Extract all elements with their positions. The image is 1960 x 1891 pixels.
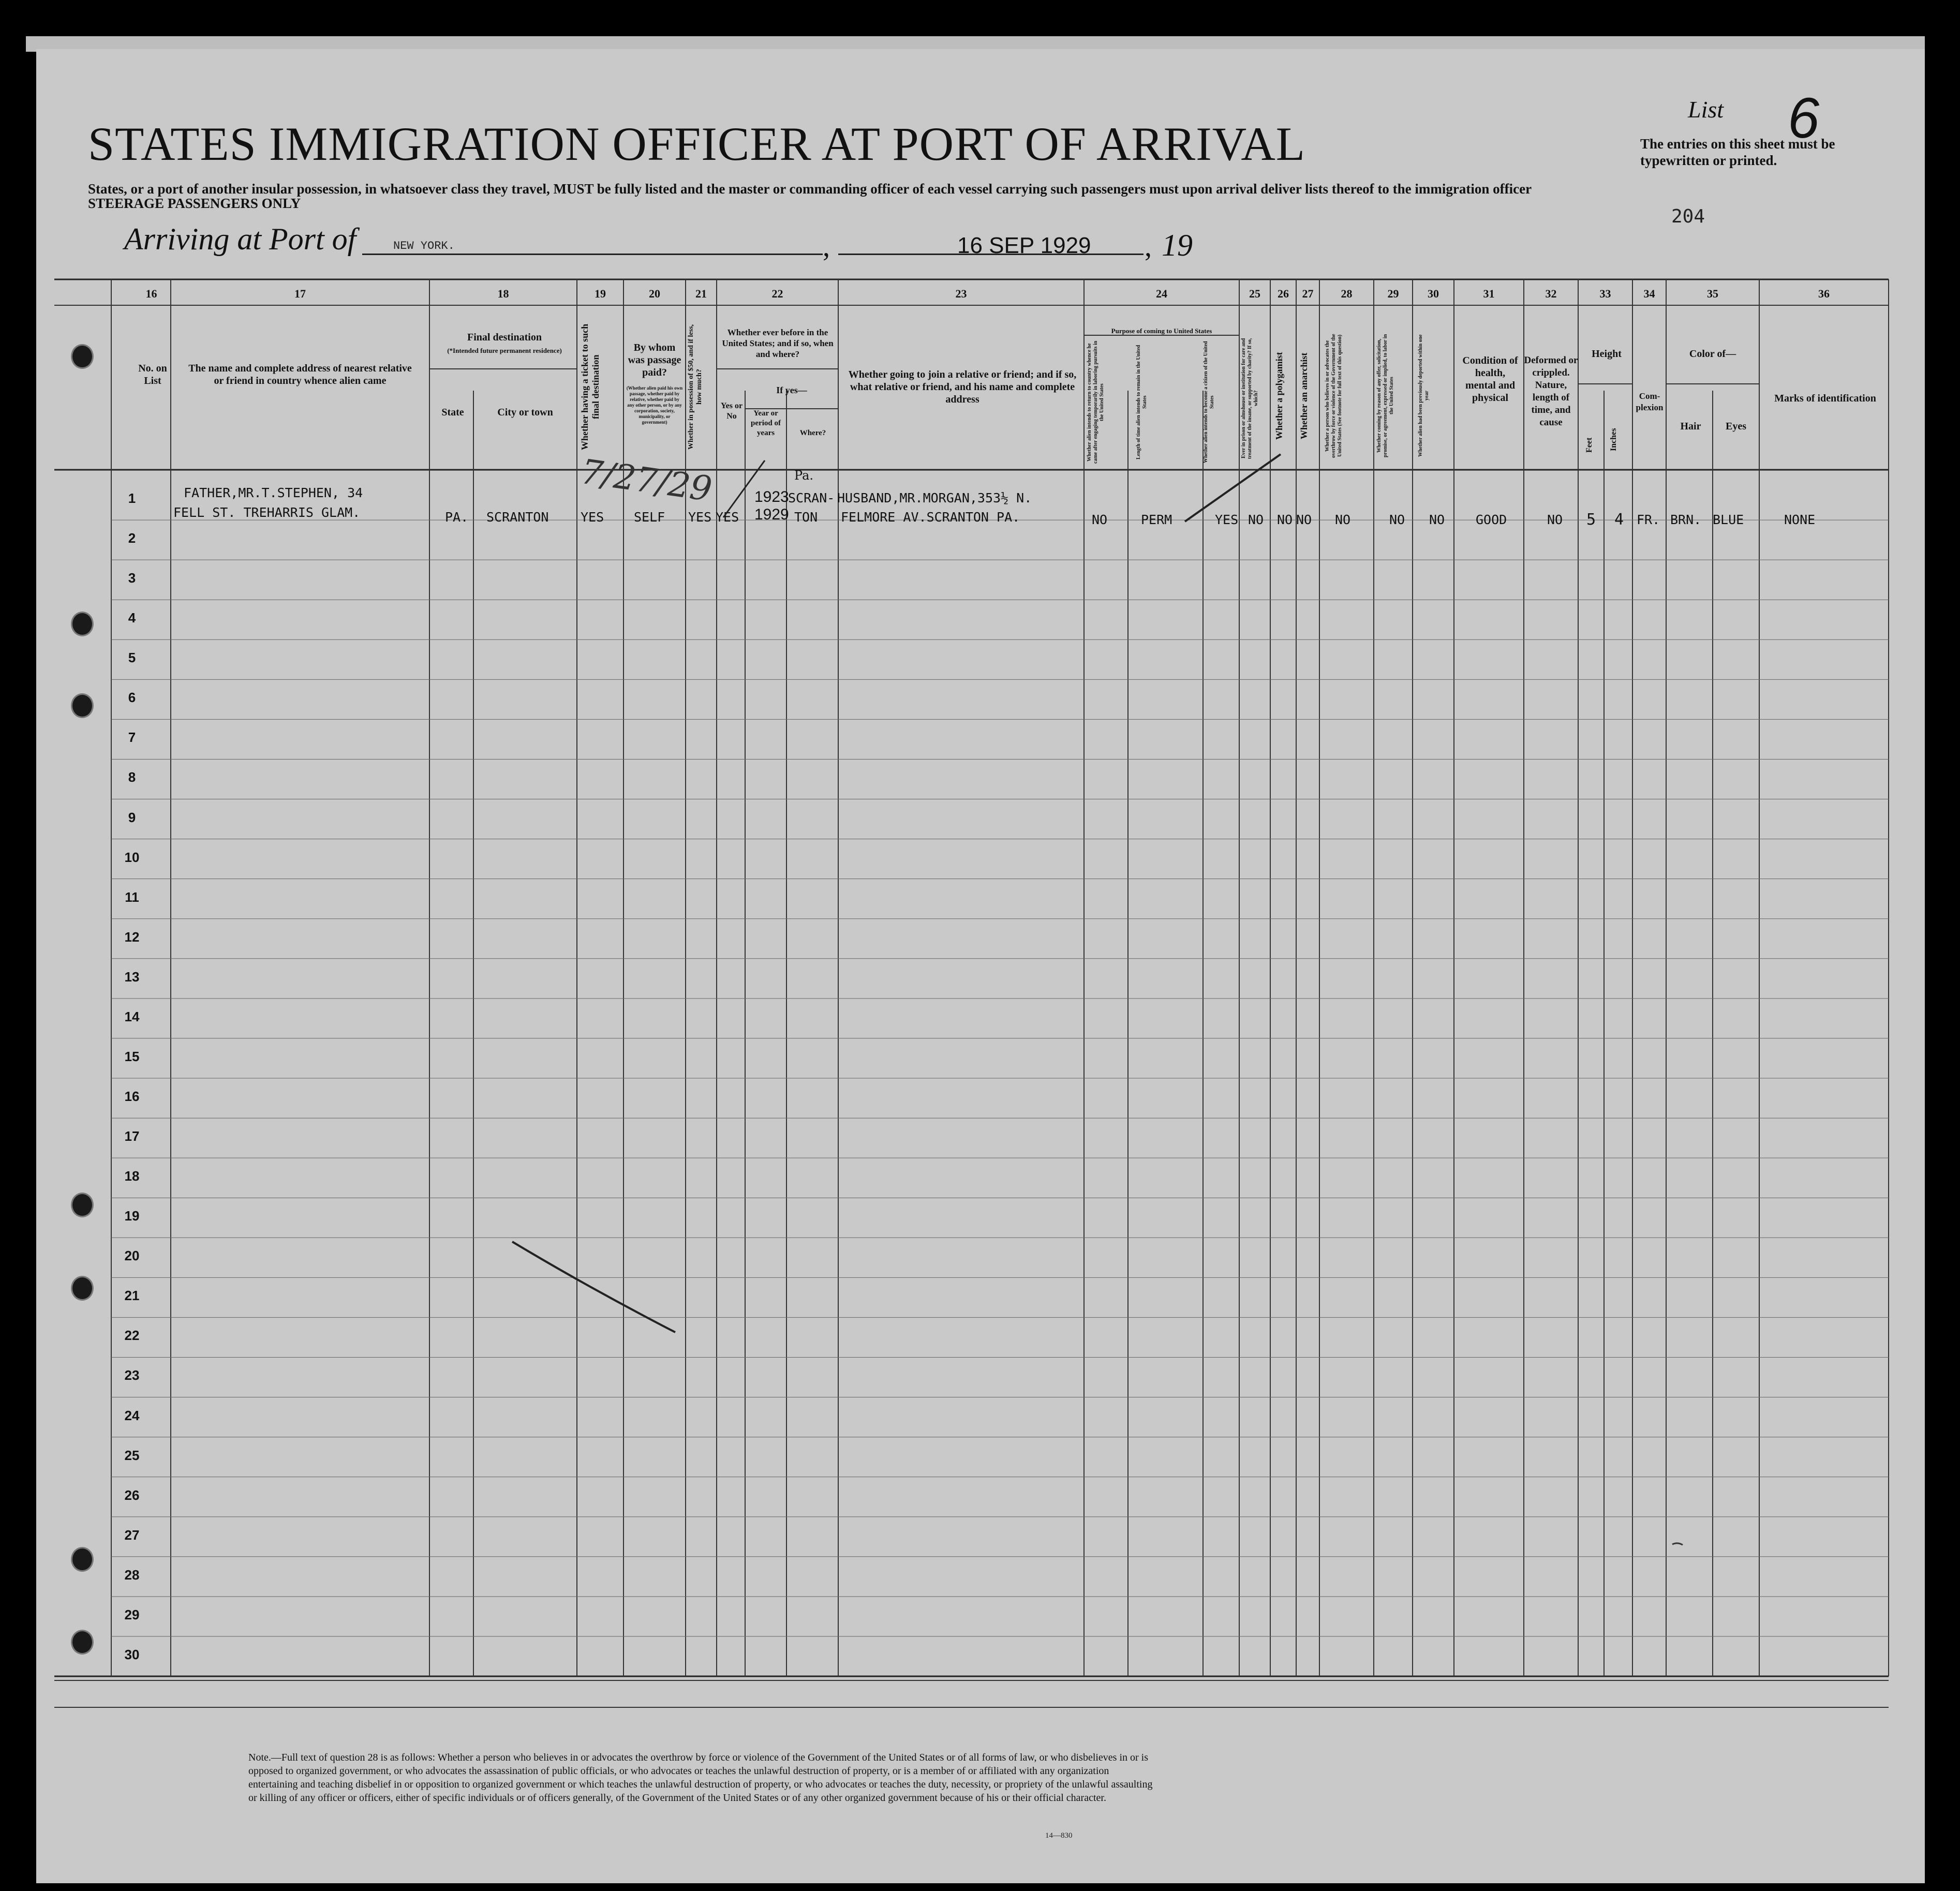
inches-value: 4 — [1614, 511, 1624, 529]
years-line-1: 1923 — [754, 488, 789, 505]
header-ticket: Whether having a ticket to such final destination — [580, 323, 601, 450]
city-value: SCRANTON — [486, 510, 549, 525]
row-number: 20 — [124, 1248, 140, 1264]
column-number: 18 — [497, 287, 509, 300]
column-number: 35 — [1707, 287, 1718, 300]
header-polygamist: Whether a polygamist — [1274, 352, 1284, 440]
ticket-value: YES — [581, 510, 604, 525]
row-number: 23 — [124, 1367, 140, 1383]
q28-value: NO — [1335, 512, 1351, 527]
column-number: 26 — [1278, 287, 1289, 300]
relative-line-1: FATHER,MR.T.STEPHEN, 34 — [184, 485, 363, 500]
column-number: 28 — [1341, 287, 1353, 300]
list-number: 6 — [1788, 86, 1820, 150]
steerage-label: STEERAGE PASSENGERS ONLY — [88, 196, 301, 211]
column-number: 24 — [1156, 287, 1167, 300]
row-number: 19 — [124, 1208, 140, 1224]
before-yes-value: YES — [716, 510, 739, 525]
row-number: 21 — [124, 1288, 140, 1304]
header-color-of: Color of— — [1689, 348, 1736, 360]
footnote: Note.—Full text of question 28 is as follows: Whether a person who believes in or advocates the overthrow by force or violence of the Government of the United States or of all forms of law, or who disbelieves in or is opposed to organized government, or who advocates the assassination of public officials, or who advocates or teaches the unlawful destruction of property, or is a member of or affiliated with any organization entertaining and teaching disbelief in or opposition to organized government or which teaches the unlawful destruction of property, or who advocates or teaches the duty, necessity, or propriety of the unlawful assaulting or killing of any officer or officers, either of specific individuals or of officers generally, of the Government of the United States or of any other organized government because of his or their official character. — [248, 1752, 1153, 1804]
row-number: 27 — [124, 1527, 140, 1543]
column-number: 33 — [1599, 287, 1611, 300]
comma: , — [1145, 231, 1152, 263]
row-number: 10 — [124, 849, 140, 865]
header-passage-note: (Whether alien paid his own passage, whether paid by relative, whether paid by any other person, or by any corporation, society, municipality, or government) — [626, 385, 683, 425]
where-line-1: SCRAN- — [788, 490, 835, 505]
header-final-destination-note: (*Intended future permanent residence) — [447, 347, 562, 354]
row-number: 14 — [124, 1008, 140, 1024]
row-number: 13 — [124, 969, 140, 985]
header-purpose-return: Whether alien intends to return to country whence he came after engaging temporarily in laboring pursuits in the United States — [1087, 340, 1105, 464]
instructions-line: States, or a port of another insular possession, in whatsoever class they travel, MUST be fully listed and the master or commanding officer of each vessel carrying such passengers must upon arrival deliver lists thereof to the immigration officer — [88, 181, 1532, 197]
header-state: State — [441, 407, 464, 418]
row-number: 29 — [124, 1606, 140, 1622]
length-value: PERM — [1141, 512, 1172, 527]
arriving-label: Arriving at Port of — [124, 222, 357, 256]
row-number: 4 — [128, 610, 136, 626]
column-number: 32 — [1545, 287, 1557, 300]
row-number: 7 — [128, 729, 136, 746]
header-q30: Whether alien had been previously deported within one year — [1418, 334, 1430, 457]
relative-line-2: FELL ST. TREHARRIS GLAM. — [173, 505, 361, 520]
row-number: 3 — [128, 570, 136, 586]
row-number: 12 — [124, 929, 140, 945]
list-label: List — [1688, 96, 1724, 123]
column-number: 36 — [1818, 287, 1830, 300]
column-number: 31 — [1483, 287, 1495, 300]
header-feet: Feet — [1585, 437, 1594, 453]
row-number: 2 — [128, 530, 136, 546]
handwritten-date: 7/27/29 — [578, 451, 715, 510]
header-if-yes: If yes— — [776, 385, 807, 395]
header-hair: Hair — [1680, 421, 1701, 432]
column-number: 30 — [1428, 287, 1439, 300]
column-number: 22 — [771, 287, 783, 300]
column-number: 16 — [145, 287, 157, 300]
row-number: 30 — [124, 1646, 140, 1662]
column-number: 23 — [955, 287, 967, 300]
where-line-2: TON — [794, 510, 818, 525]
feet-value: 5 — [1586, 511, 1596, 529]
header-q28: Whether a person who believes in or advocates the overthrow by force or violence of the Government of the United States (See footnote for full text of this question) — [1325, 334, 1343, 458]
header-deformed: Deformed or crippled. Nature, length of time, and cause — [1524, 355, 1578, 428]
column-number: 25 — [1249, 287, 1260, 300]
header-yes-or-no: Yes or No — [720, 401, 743, 421]
row-number: 5 — [128, 650, 136, 666]
row-number: 1 — [128, 490, 136, 506]
column-number: 19 — [595, 287, 606, 300]
header-complexion: Com- plexion — [1636, 391, 1664, 412]
form-number: 14—830 — [1045, 1832, 1073, 1840]
year-prefix: 19 — [1162, 228, 1193, 262]
row-number: 25 — [124, 1447, 140, 1463]
row-number: 11 — [125, 889, 139, 905]
row-number: 8 — [128, 769, 136, 785]
header-passage-paid: By whom was passage paid? — [628, 342, 681, 378]
where-note: Pa. — [794, 468, 814, 483]
row-number: 9 — [128, 809, 136, 825]
header-no-on-list: No. on List — [138, 363, 167, 386]
row-number: 17 — [124, 1128, 140, 1144]
q30-value: NO — [1429, 512, 1445, 527]
header-before-in-us: Whether ever before in the United States; and if so, when and where? — [722, 327, 834, 359]
header-marks: Marks of identification — [1774, 393, 1876, 404]
row-number: 6 — [128, 690, 136, 706]
column-number: 20 — [649, 287, 660, 300]
health-value: GOOD — [1476, 512, 1507, 527]
polygamist-value: NO — [1277, 512, 1293, 527]
column-number: 21 — [695, 287, 707, 300]
row-number: 16 — [124, 1089, 140, 1104]
marks-value: NONE — [1784, 512, 1816, 527]
list-note: The entries on this sheet must be typewritten or printed. — [1640, 136, 1835, 168]
header-q29: Whether coming by reason of any offer, solicitation, promise, or agreement, expressed or implied, to labor in the United States — [1376, 334, 1394, 458]
date-stamp: 16 SEP 1929 — [957, 233, 1091, 258]
citizen-value: YES — [1215, 512, 1239, 527]
header-inches: Inches — [1609, 428, 1618, 452]
header-year-period: Year or period of years — [751, 409, 781, 437]
years-line-2: 1929 — [754, 506, 789, 523]
joining-line-2: FELMORE AV.SCRANTON PA. — [841, 510, 1020, 525]
row-number: 28 — [124, 1567, 140, 1583]
port-value: NEW YORK. — [393, 240, 455, 252]
header-height: Height — [1592, 348, 1622, 360]
complexion-value: FR. — [1637, 512, 1660, 527]
header-prison: Ever in prison or almshouse or institution for care and treatment of the insane, or supported by charity? If so, which? — [1241, 338, 1259, 459]
header-health: Condition of health, mental and physical — [1462, 355, 1518, 404]
prison-value: NO — [1248, 512, 1264, 527]
row-number: 18 — [124, 1168, 140, 1184]
joining-line-1: HUSBAND,MR.MORGAN,353½ N. — [837, 490, 1032, 505]
column-number: 27 — [1302, 287, 1314, 300]
header-anarchist: Whether an anarchist — [1299, 352, 1309, 439]
header-purpose-length: Length of time alien intends to remain in the United States — [1136, 345, 1148, 460]
comma: , — [823, 231, 830, 263]
deformed-value: NO — [1547, 512, 1563, 527]
header-joining: Whether going to join a relative or friend; and if so, what relative or friend, and his name and complete address — [848, 369, 1077, 405]
money-value: YES — [688, 510, 712, 525]
state-value: PA. — [445, 510, 469, 525]
column-number: 29 — [1387, 287, 1399, 300]
header-where: Where? — [799, 429, 826, 437]
header-money: Whether in possession of $50, and if less, how much? — [687, 324, 703, 450]
return-value: NO — [1092, 512, 1108, 527]
eyes-value: BLUE — [1713, 512, 1744, 527]
passage-value: SELF — [634, 510, 665, 525]
sheet-number: 204 — [1671, 206, 1705, 227]
column-number: 34 — [1643, 287, 1655, 300]
row-number: 22 — [124, 1328, 140, 1344]
row-number: 24 — [124, 1407, 140, 1423]
header-purpose-citizen: Whether alien intends to become a citizen of the United States — [1203, 341, 1215, 464]
header-city: City or town — [497, 407, 553, 418]
row-number: 26 — [124, 1487, 140, 1503]
hair-value: BRN. — [1670, 512, 1702, 527]
header-nearest-relative: The name and complete address of nearest relative or friend in country whence alien came — [188, 363, 412, 386]
row-number: 15 — [124, 1048, 140, 1064]
header-purpose: Purpose of coming to United States — [1111, 327, 1212, 335]
header-final-destination: Final destination — [467, 332, 542, 343]
column-number: 17 — [294, 287, 306, 300]
header-eyes: Eyes — [1726, 421, 1746, 432]
page-title: STATES IMMIGRATION OFFICER AT PORT OF ARRIVAL — [88, 117, 1305, 170]
anarchist-value: NO — [1296, 512, 1312, 527]
q29-value: NO — [1389, 512, 1405, 527]
